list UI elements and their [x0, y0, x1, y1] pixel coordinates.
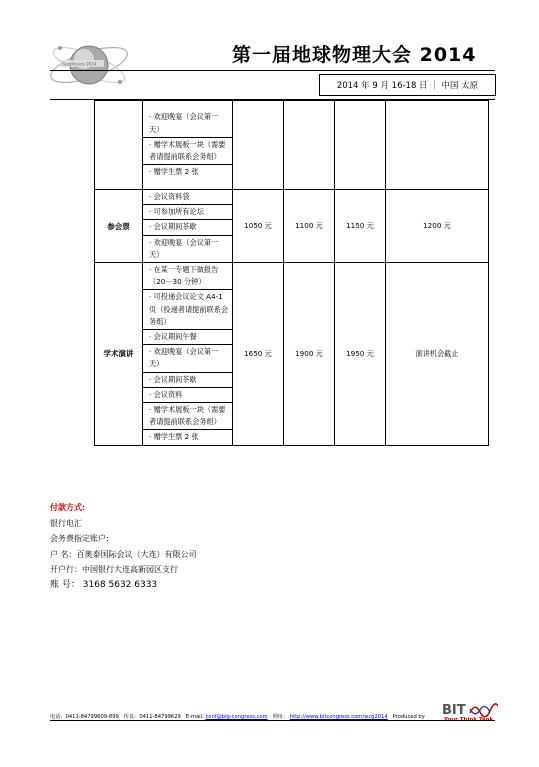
account-name: 户 名：百奥泰国际会议（大连）有限公司 — [50, 549, 197, 559]
price-cell: 1650 元 — [233, 263, 284, 446]
brand-text: BIT — [442, 703, 466, 718]
price-cell: 演讲机会截止 — [386, 263, 489, 446]
footer-rule — [50, 720, 495, 721]
table-row — [95, 190, 489, 263]
payment-method: 银行电汇 — [50, 518, 82, 528]
account-label: 会务费指定账户: — [50, 534, 109, 543]
account-number: 账 号： 3168 5632 6333 — [50, 579, 158, 590]
list-item: · 可投递会议论文 A4-1 页（投递者请提前联系会务组） — [143, 290, 232, 330]
price-cell: 1050 元 — [233, 190, 284, 263]
bank-name: 开户行：中国银行大连高新园区支行 — [50, 565, 178, 574]
payment-heading: 付款方式: — [50, 503, 86, 512]
price-cell — [284, 101, 335, 190]
table-row — [95, 263, 489, 446]
svg-text:Geophysics 2014: Geophysics 2014 — [62, 61, 97, 67]
price-cell: 1900 元 — [284, 263, 335, 446]
footer-produced-by: Produced by — [392, 714, 425, 720]
price-cell: 1100 元 — [284, 190, 335, 263]
footer-email-label: E-mail: — [185, 714, 204, 720]
footer-fax: 传真：0411-84799629 — [123, 714, 181, 720]
price-cell — [386, 101, 489, 190]
list-item: · 赠学生票 2 张 — [149, 432, 199, 442]
footer-web-link[interactable]: http://www.bitcongress.com/wcg2014 — [289, 714, 388, 720]
list-item: · 会议资料 — [143, 388, 232, 403]
list-item: · 会议期间午餐 — [143, 330, 232, 345]
list-item: · 会议资料袋 — [143, 190, 232, 205]
conference-globe-logo — [46, 30, 132, 100]
price-cell — [335, 101, 386, 190]
list-item: · 欢迎晚宴（会议第一天） — [149, 237, 219, 259]
footer-contact — [50, 713, 425, 720]
list-item: · 赠学术展板一块（需要者请提前联系会务组） — [143, 403, 232, 430]
date-location-box: 2014 年 9 月 16-18 日 ｜ 中国 太原 — [319, 74, 496, 96]
price-cell: 1950 元 — [335, 263, 386, 446]
footer-phone: 电话：0411-84799609-899 — [50, 714, 119, 720]
items-cell — [143, 190, 233, 263]
list-item: · 可参加所有论坛 — [143, 205, 232, 220]
payment-section — [50, 500, 197, 593]
items-cell — [143, 101, 233, 190]
list-item: · 赠学术展板一块（需要者请提前联系会务组） — [143, 138, 232, 165]
table-row — [95, 101, 489, 190]
category-cell — [95, 101, 143, 190]
fee-table — [94, 100, 489, 446]
conference-title: 第一届地球物理大会 2014 — [232, 44, 477, 66]
price-cell: 1150 元 — [335, 190, 386, 263]
price-cell — [233, 101, 284, 190]
header-rule — [50, 70, 495, 71]
category-cell: 学术演讲 — [95, 263, 143, 446]
list-item: · 欢迎晚宴（会议第一天） — [143, 110, 232, 137]
list-item: · 在某一专题下做报告（20－30 分钟） — [143, 263, 232, 290]
brand-tagline: Your Think Tank — [444, 717, 494, 723]
items-cell — [143, 263, 233, 446]
list-item: · 欢迎晚宴（会议第一天） — [143, 345, 232, 372]
list-item: · 会议期间茶歇 — [143, 220, 232, 235]
list-item: · 赠学生票 2 张 — [149, 167, 199, 177]
list-item: · 会议期间茶歇 — [143, 373, 232, 388]
price-cell: 1200 元 — [386, 190, 489, 263]
footer-web-label: 网址： — [272, 714, 289, 720]
footer-email-link[interactable]: conf@big-congress.com — [205, 714, 268, 720]
category-cell: 参会票 — [95, 190, 143, 263]
